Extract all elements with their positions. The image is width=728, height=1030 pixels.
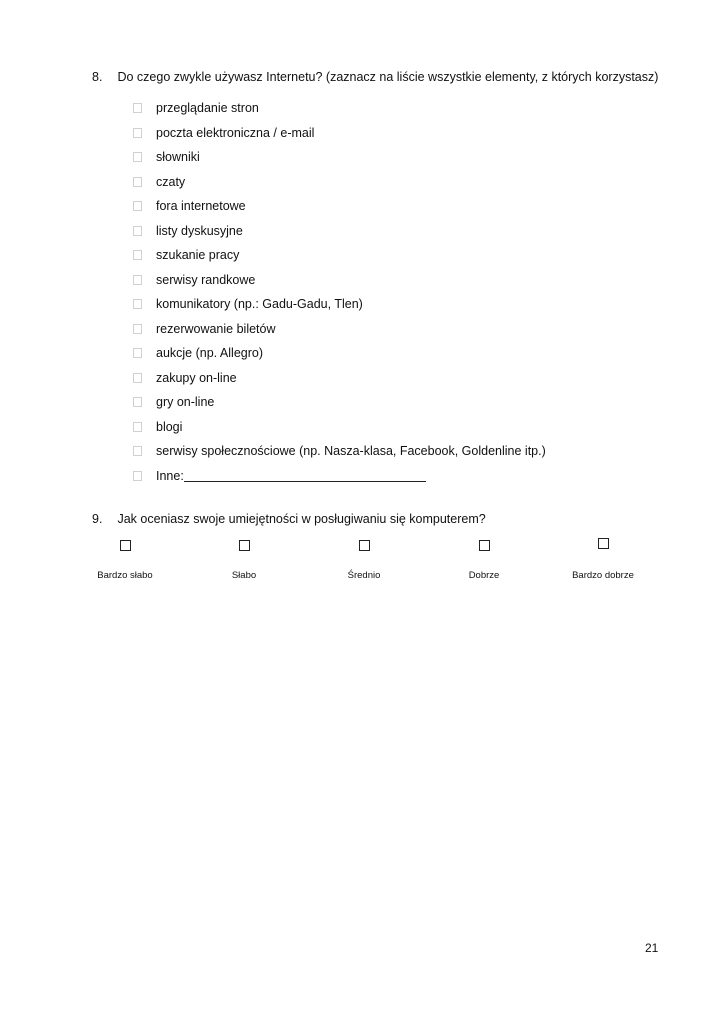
question-8 xyxy=(92,70,658,84)
checkbox[interactable] xyxy=(133,422,142,432)
option-label: komunikatory (np.: Gadu-Gadu, Tlen) xyxy=(156,297,363,312)
checkbox[interactable] xyxy=(133,373,142,383)
rating-checkbox[interactable] xyxy=(479,540,490,551)
rating-label: Słabo xyxy=(231,570,257,581)
question-8-number: 8. xyxy=(92,70,103,84)
option-browsing xyxy=(133,96,546,121)
option-mailing-lists xyxy=(133,219,546,244)
rating-label: Bardzo dobrze xyxy=(572,570,634,581)
option-social xyxy=(133,439,546,464)
option-label: słowniki xyxy=(156,150,200,165)
checkbox[interactable] xyxy=(133,275,142,285)
option-label: serwisy randkowe xyxy=(156,272,256,287)
option-label: poczta elektroniczna / e-mail xyxy=(156,125,315,140)
option-label: serwisy społecznościowe (np. Nasza-klasa, Facebook, Goldenline itp.) xyxy=(156,444,546,459)
option-other xyxy=(133,464,546,489)
option-label: czaty xyxy=(156,174,186,189)
option-label: zakupy on-line xyxy=(156,370,237,385)
skill-rating-scale xyxy=(80,540,660,590)
checkbox[interactable] xyxy=(133,250,142,260)
checkbox[interactable] xyxy=(133,446,142,456)
option-label: przeglądanie stron xyxy=(156,101,259,116)
option-forums xyxy=(133,194,546,219)
option-label: szukanie pracy xyxy=(156,248,240,263)
rating-label: Średnio xyxy=(347,570,381,581)
checkbox[interactable] xyxy=(133,103,142,113)
checkbox[interactable] xyxy=(133,348,142,358)
option-label: fora internetowe xyxy=(156,199,246,214)
rating-label: Dobrze xyxy=(468,570,500,581)
other-fill-line[interactable] xyxy=(184,470,426,482)
question-9-number: 9. xyxy=(92,512,103,526)
option-label: blogi xyxy=(156,419,183,434)
question-9-text: Jak oceniasz swoje umiejętności w posługiwaniu się komputerem? xyxy=(117,512,486,526)
checkbox[interactable] xyxy=(133,324,142,334)
option-chats xyxy=(133,170,546,195)
option-dictionaries xyxy=(133,145,546,170)
option-job-search xyxy=(133,243,546,268)
option-dating xyxy=(133,268,546,293)
checkbox[interactable] xyxy=(133,177,142,187)
rating-option-very-poor xyxy=(75,540,175,581)
checkbox[interactable] xyxy=(133,397,142,407)
rating-label: Bardzo słabo xyxy=(97,570,153,581)
option-auctions xyxy=(133,341,546,366)
rating-checkbox[interactable] xyxy=(239,540,250,551)
option-shopping xyxy=(133,366,546,391)
rating-option-good xyxy=(434,540,534,581)
rating-checkbox[interactable] xyxy=(598,538,609,549)
option-messengers xyxy=(133,292,546,317)
option-label: rezerwowanie biletów xyxy=(156,321,276,336)
option-email xyxy=(133,121,546,146)
rating-option-poor xyxy=(194,540,294,581)
checkbox[interactable] xyxy=(133,226,142,236)
checkbox[interactable] xyxy=(133,152,142,162)
option-label: listy dyskusyjne xyxy=(156,223,243,238)
option-tickets xyxy=(133,317,546,342)
option-label: aukcje (np. Allegro) xyxy=(156,346,264,361)
rating-checkbox[interactable] xyxy=(120,540,131,551)
question-8-text: Do czego zwykle używasz Internetu? (zaznacz na liście wszystkie elementy, z których korzystasz) xyxy=(117,70,659,84)
checkbox[interactable] xyxy=(133,128,142,138)
rating-checkbox[interactable] xyxy=(359,540,370,551)
option-games xyxy=(133,390,546,415)
option-blogs xyxy=(133,415,546,440)
question-9 xyxy=(92,512,486,526)
checkbox[interactable] xyxy=(133,201,142,211)
option-other-label: Inne: xyxy=(156,468,184,483)
rating-option-average xyxy=(314,540,414,581)
checkbox[interactable] xyxy=(133,471,142,481)
checkbox[interactable] xyxy=(133,299,142,309)
rating-option-very-good xyxy=(553,538,653,581)
page-number: 21 xyxy=(645,941,659,955)
option-label: gry on-line xyxy=(156,395,215,410)
question-8-options xyxy=(133,96,546,488)
